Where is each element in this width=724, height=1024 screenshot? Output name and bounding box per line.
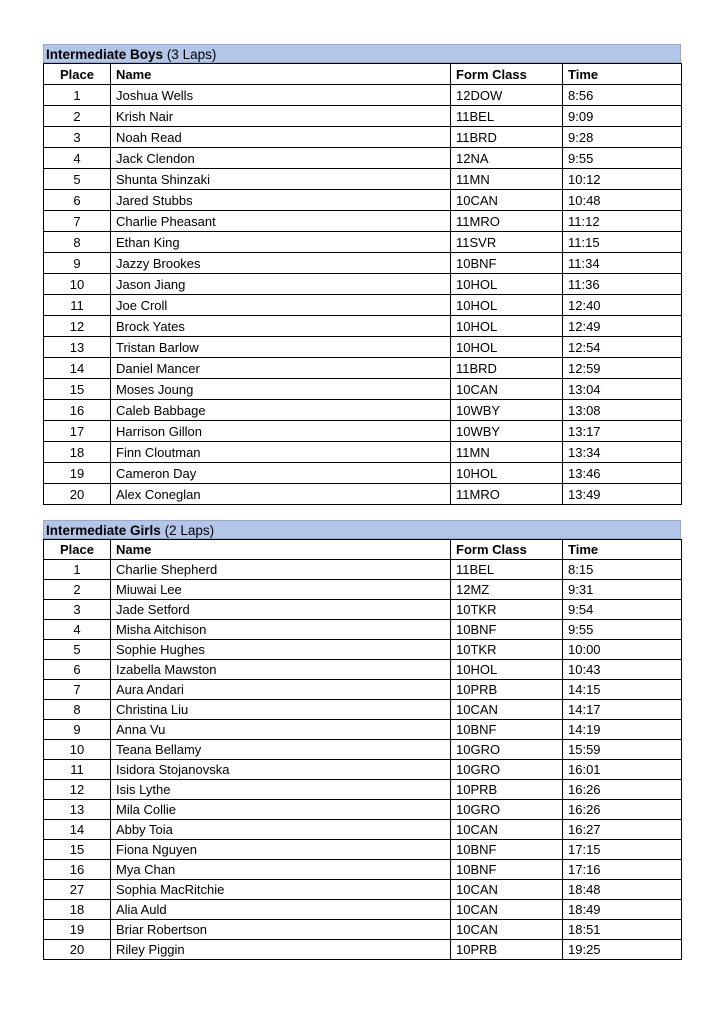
time-cell: 12:40	[563, 295, 682, 316]
form-class-cell: 10HOL	[451, 337, 563, 358]
place-cell: 1	[44, 560, 111, 580]
name-cell: Teana Bellamy	[111, 740, 451, 760]
place-cell: 12	[44, 316, 111, 337]
time-cell: 13:08	[563, 400, 682, 421]
place-cell: 6	[44, 190, 111, 211]
place-cell: 4	[44, 620, 111, 640]
form-class-cell: 10WBY	[451, 421, 563, 442]
name-cell: Finn Cloutman	[111, 442, 451, 463]
form-class-cell: 10PRB	[451, 780, 563, 800]
name-cell: Ethan King	[111, 232, 451, 253]
header-row	[44, 540, 682, 560]
table-row	[44, 85, 682, 106]
place-cell: 9	[44, 253, 111, 274]
time-cell: 12:54	[563, 337, 682, 358]
table-row	[44, 940, 682, 960]
name-cell: Charlie Shepherd	[111, 560, 451, 580]
time-cell: 11:36	[563, 274, 682, 295]
place-cell: 10	[44, 740, 111, 760]
time-cell: 9:31	[563, 580, 682, 600]
table-row	[44, 700, 682, 720]
place-cell: 19	[44, 920, 111, 940]
form-class-cell: 10TKR	[451, 600, 563, 620]
results-body	[44, 560, 682, 960]
time-cell: 12:59	[563, 358, 682, 379]
name-cell: Cameron Day	[111, 463, 451, 484]
place-cell: 8	[44, 700, 111, 720]
place-cell: 5	[44, 169, 111, 190]
form-class-cell: 10CAN	[451, 700, 563, 720]
table-row	[44, 253, 682, 274]
time-cell: 16:26	[563, 780, 682, 800]
place-cell: 27	[44, 880, 111, 900]
form-class-cell: 11MN	[451, 442, 563, 463]
form-class-cell: 12MZ	[451, 580, 563, 600]
name-cell: Jade Setford	[111, 600, 451, 620]
name-cell: Christina Liu	[111, 700, 451, 720]
name-cell: Isis Lythe	[111, 780, 451, 800]
time-cell: 18:48	[563, 880, 682, 900]
time-cell: 13:17	[563, 421, 682, 442]
time-cell: 17:16	[563, 860, 682, 880]
place-cell: 17	[44, 421, 111, 442]
form-class-cell: 10HOL	[451, 274, 563, 295]
form-class-cell: 11MRO	[451, 211, 563, 232]
form-class-cell: 10CAN	[451, 900, 563, 920]
form-class-cell: 10GRO	[451, 760, 563, 780]
place-cell: 13	[44, 800, 111, 820]
name-cell: Shunta Shinzaki	[111, 169, 451, 190]
time-cell: 9:55	[563, 620, 682, 640]
form-class-cell: 10HOL	[451, 295, 563, 316]
form-class-cell: 10PRB	[451, 680, 563, 700]
name-cell: Caleb Babbage	[111, 400, 451, 421]
time-cell: 9:28	[563, 127, 682, 148]
name-cell: Tristan Barlow	[111, 337, 451, 358]
table-row	[44, 760, 682, 780]
header-row	[44, 64, 682, 85]
name-cell: Fiona Nguyen	[111, 840, 451, 860]
form-class-cell: 10GRO	[451, 800, 563, 820]
name-header: Name	[111, 64, 451, 85]
table-row	[44, 600, 682, 620]
name-cell: Aura Andari	[111, 680, 451, 700]
form-class-cell: 11BEL	[451, 560, 563, 580]
section-header	[43, 520, 681, 539]
time-cell: 11:12	[563, 211, 682, 232]
table-row	[44, 127, 682, 148]
name-cell: Joshua Wells	[111, 85, 451, 106]
time-cell: 18:49	[563, 900, 682, 920]
place-cell: 11	[44, 295, 111, 316]
name-cell: Izabella Mawston	[111, 660, 451, 680]
table-row	[44, 640, 682, 660]
time-cell: 16:01	[563, 760, 682, 780]
place-header: Place	[44, 64, 111, 85]
time-cell: 16:27	[563, 820, 682, 840]
table-row	[44, 840, 682, 860]
table-row	[44, 106, 682, 127]
place-cell: 8	[44, 232, 111, 253]
name-cell: Joe Croll	[111, 295, 451, 316]
time-cell: 15:59	[563, 740, 682, 760]
name-cell: Jared Stubbs	[111, 190, 451, 211]
results-body	[44, 85, 682, 505]
place-cell: 1	[44, 85, 111, 106]
place-cell: 20	[44, 484, 111, 505]
name-cell: Sophie Hughes	[111, 640, 451, 660]
table-row	[44, 379, 682, 400]
time-cell: 11:34	[563, 253, 682, 274]
table-row	[44, 780, 682, 800]
form-class-cell: 10BNF	[451, 720, 563, 740]
name-cell: Isidora Stojanovska	[111, 760, 451, 780]
form-class-cell: 11BEL	[451, 106, 563, 127]
name-cell: Briar Robertson	[111, 920, 451, 940]
table-row	[44, 421, 682, 442]
name-header: Name	[111, 540, 451, 560]
time-cell: 13:46	[563, 463, 682, 484]
time-cell: 13:49	[563, 484, 682, 505]
time-cell: 9:54	[563, 600, 682, 620]
results-table	[43, 63, 682, 505]
intermediate-boys-section	[43, 44, 681, 505]
time-cell: 19:25	[563, 940, 682, 960]
table-row	[44, 580, 682, 600]
table-row	[44, 860, 682, 880]
time-cell: 14:17	[563, 700, 682, 720]
name-cell: Abby Toia	[111, 820, 451, 840]
place-cell: 13	[44, 337, 111, 358]
name-cell: Jack Clendon	[111, 148, 451, 169]
place-cell: 6	[44, 660, 111, 680]
form-class-cell: 10CAN	[451, 880, 563, 900]
time-cell: 10:00	[563, 640, 682, 660]
name-cell: Mila Collie	[111, 800, 451, 820]
table-row	[44, 560, 682, 580]
place-cell: 4	[44, 148, 111, 169]
form-class-cell: 10WBY	[451, 400, 563, 421]
place-cell: 10	[44, 274, 111, 295]
time-header: Time	[563, 540, 682, 560]
table-row	[44, 442, 682, 463]
table-row	[44, 800, 682, 820]
table-row	[44, 463, 682, 484]
place-cell: 7	[44, 680, 111, 700]
place-cell: 2	[44, 580, 111, 600]
section-laps: (2 Laps)	[164, 523, 215, 538]
place-cell: 3	[44, 127, 111, 148]
time-header: Time	[563, 64, 682, 85]
table-row	[44, 660, 682, 680]
time-cell: 8:15	[563, 560, 682, 580]
form-class-cell: 10TKR	[451, 640, 563, 660]
form-class-cell: 10BNF	[451, 840, 563, 860]
table-row	[44, 274, 682, 295]
time-cell: 10:12	[563, 169, 682, 190]
form-class-cell: 10CAN	[451, 379, 563, 400]
form-class-header: Form Class	[451, 540, 563, 560]
table-row	[44, 316, 682, 337]
time-cell: 13:34	[563, 442, 682, 463]
place-cell: 14	[44, 358, 111, 379]
name-cell: Daniel Mancer	[111, 358, 451, 379]
form-class-cell: 11BRD	[451, 127, 563, 148]
name-cell: Miuwai Lee	[111, 580, 451, 600]
section-title: Intermediate Girls	[46, 523, 161, 538]
table-row	[44, 232, 682, 253]
name-cell: Noah Read	[111, 127, 451, 148]
form-class-cell: 10HOL	[451, 316, 563, 337]
form-class-cell: 10BNF	[451, 620, 563, 640]
time-cell: 14:15	[563, 680, 682, 700]
form-class-cell: 12NA	[451, 148, 563, 169]
table-row	[44, 680, 682, 700]
place-cell: 15	[44, 840, 111, 860]
time-cell: 8:56	[563, 85, 682, 106]
place-cell: 9	[44, 720, 111, 740]
name-cell: Riley Piggin	[111, 940, 451, 960]
place-cell: 7	[44, 211, 111, 232]
form-class-cell: 10PRB	[451, 940, 563, 960]
table-row	[44, 820, 682, 840]
name-cell: Anna Vu	[111, 720, 451, 740]
name-cell: Krish Nair	[111, 106, 451, 127]
table-row	[44, 358, 682, 379]
time-cell: 9:55	[563, 148, 682, 169]
time-cell: 17:15	[563, 840, 682, 860]
name-cell: Charlie Pheasant	[111, 211, 451, 232]
form-class-cell: 10HOL	[451, 463, 563, 484]
time-cell: 18:51	[563, 920, 682, 940]
place-cell: 15	[44, 379, 111, 400]
form-class-cell: 10GRO	[451, 740, 563, 760]
place-cell: 2	[44, 106, 111, 127]
form-class-cell: 10CAN	[451, 190, 563, 211]
table-row	[44, 880, 682, 900]
form-class-cell: 10BNF	[451, 860, 563, 880]
time-cell: 9:09	[563, 106, 682, 127]
form-class-cell: 10CAN	[451, 820, 563, 840]
table-row	[44, 148, 682, 169]
form-class-cell: 11MN	[451, 169, 563, 190]
table-row	[44, 169, 682, 190]
form-class-cell: 10HOL	[451, 660, 563, 680]
section-title: Intermediate Boys	[46, 47, 164, 62]
place-cell: 18	[44, 442, 111, 463]
place-cell: 19	[44, 463, 111, 484]
name-cell: Jazzy Brookes	[111, 253, 451, 274]
place-cell: 12	[44, 780, 111, 800]
table-row	[44, 900, 682, 920]
name-cell: Brock Yates	[111, 316, 451, 337]
place-cell: 18	[44, 900, 111, 920]
section-header	[43, 44, 681, 63]
place-cell: 20	[44, 940, 111, 960]
form-class-cell: 12DOW	[451, 85, 563, 106]
form-class-header: Form Class	[451, 64, 563, 85]
place-cell: 3	[44, 600, 111, 620]
table-row	[44, 337, 682, 358]
table-row	[44, 484, 682, 505]
time-cell: 12:49	[563, 316, 682, 337]
table-row	[44, 720, 682, 740]
table-row	[44, 920, 682, 940]
place-cell: 11	[44, 760, 111, 780]
place-cell: 16	[44, 860, 111, 880]
table-row	[44, 190, 682, 211]
time-cell: 13:04	[563, 379, 682, 400]
name-cell: Alia Auld	[111, 900, 451, 920]
name-cell: Moses Joung	[111, 379, 451, 400]
time-cell: 10:43	[563, 660, 682, 680]
form-class-cell: 10CAN	[451, 920, 563, 940]
form-class-cell: 11MRO	[451, 484, 563, 505]
section-laps: (3 Laps)	[166, 47, 217, 62]
form-class-cell: 11BRD	[451, 358, 563, 379]
place-cell: 16	[44, 400, 111, 421]
place-cell: 14	[44, 820, 111, 840]
name-cell: Harrison Gillon	[111, 421, 451, 442]
form-class-cell: 10BNF	[451, 253, 563, 274]
place-cell: 5	[44, 640, 111, 660]
results-table	[43, 539, 682, 960]
name-cell: Mya Chan	[111, 860, 451, 880]
intermediate-girls-section	[43, 520, 681, 960]
place-header: Place	[44, 540, 111, 560]
name-cell: Sophia MacRitchie	[111, 880, 451, 900]
time-cell: 11:15	[563, 232, 682, 253]
table-row	[44, 211, 682, 232]
name-cell: Alex Coneglan	[111, 484, 451, 505]
table-row	[44, 740, 682, 760]
name-cell: Misha Aitchison	[111, 620, 451, 640]
table-row	[44, 620, 682, 640]
table-row	[44, 400, 682, 421]
name-cell: Jason Jiang	[111, 274, 451, 295]
form-class-cell: 11SVR	[451, 232, 563, 253]
table-row	[44, 295, 682, 316]
time-cell: 10:48	[563, 190, 682, 211]
time-cell: 16:26	[563, 800, 682, 820]
time-cell: 14:19	[563, 720, 682, 740]
